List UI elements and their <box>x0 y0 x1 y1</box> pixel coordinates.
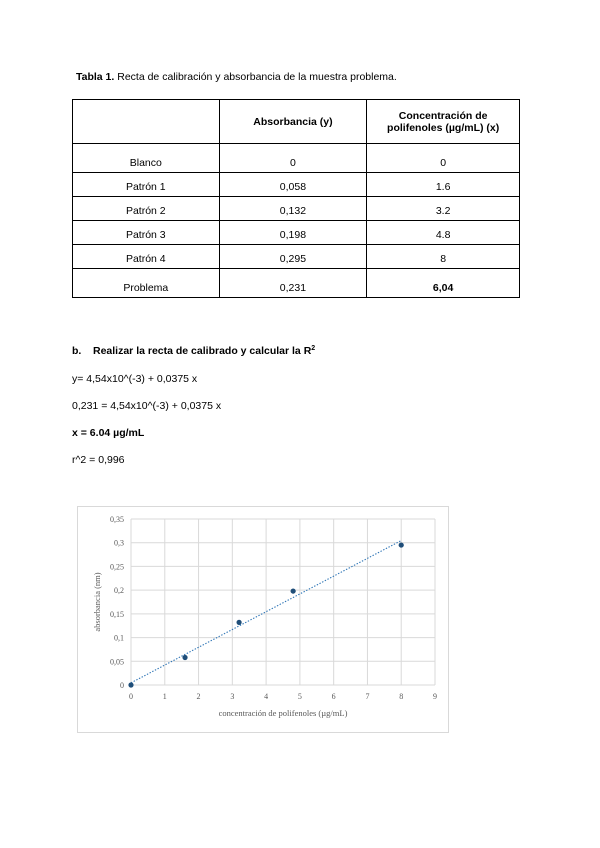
y-tick-label: 0,1 <box>114 633 124 643</box>
row-absorbancia: 0,295 <box>219 245 367 269</box>
x-tick-label: 3 <box>230 692 235 701</box>
x-tick-label: 0 <box>129 692 133 701</box>
section-b-label: b. <box>72 345 82 357</box>
x-tick-label: 8 <box>399 692 404 701</box>
x-tick-label: 6 <box>331 692 336 701</box>
table-caption-label: Tabla 1. <box>76 71 115 83</box>
row-label: Patrón 1 <box>73 173 220 197</box>
x-tick-label: 9 <box>433 692 437 701</box>
x-tick-label: 7 <box>365 692 370 701</box>
y-tick-label: 0,05 <box>110 657 124 667</box>
row-absorbancia: 0,058 <box>219 173 367 197</box>
x-tick-label: 5 <box>297 692 302 701</box>
section-b-superscript: 2 <box>311 345 316 352</box>
section-b-heading <box>72 345 315 357</box>
table-row <box>73 221 520 245</box>
r-squared-value: r^2 = 0,996 <box>72 454 125 466</box>
x-tick-label: 1 <box>162 692 167 701</box>
row-label: Problema <box>73 269 220 298</box>
row-concentracion: 8 <box>367 245 520 269</box>
calibration-chart <box>77 506 449 733</box>
row-label: Patrón 4 <box>73 245 220 269</box>
row-concentracion-result: 6,04 <box>367 269 520 298</box>
row-concentracion: 1.6 <box>367 173 520 197</box>
row-absorbancia: 0 <box>219 144 367 173</box>
row-absorbancia: 0,231 <box>219 269 367 298</box>
data-point <box>182 655 187 660</box>
data-point <box>236 620 241 625</box>
row-absorbancia: 0,132 <box>219 197 367 221</box>
table-caption <box>76 71 397 83</box>
row-concentracion: 3.2 <box>367 197 520 221</box>
row-concentracion: 0 <box>367 144 520 173</box>
section-b-title: Realizar la recta de calibrado y calcular la R <box>93 345 312 357</box>
table-row <box>73 245 520 269</box>
calibration-table <box>72 99 520 298</box>
equation-result: x = 6.04 µg/mL <box>72 427 145 439</box>
row-label: Patrón 3 <box>73 221 220 245</box>
header-concentracion: Concentración de polifenoles (µg/mL) (x) <box>367 100 520 144</box>
row-absorbancia: 0,198 <box>219 221 367 245</box>
header-absorbancia: Absorbancia (y) <box>219 100 367 144</box>
y-tick-label: 0,15 <box>110 609 124 619</box>
y-tick-label: 0,3 <box>114 538 124 548</box>
y-tick-label: 0,25 <box>110 562 124 572</box>
row-label: Blanco <box>73 144 220 173</box>
header-empty-cell <box>73 100 220 144</box>
y-tick-label: 0,35 <box>110 515 124 524</box>
equation-line-2: 0,231 = 4,54x10^(-3) + 0,0375 x <box>72 400 222 412</box>
table-row <box>73 197 520 221</box>
table-caption-text: Recta de calibración y absorbancia de la muestra problema. <box>114 71 397 83</box>
table-header-row <box>73 100 520 144</box>
y-axis-title: absorbancia (nm) <box>92 572 102 632</box>
y-tick-label: 0 <box>120 681 124 690</box>
x-tick-label: 2 <box>196 692 201 701</box>
x-tick-label: 4 <box>264 692 269 701</box>
table-row <box>73 269 520 298</box>
table-row <box>73 144 520 173</box>
table-row <box>73 173 520 197</box>
equation-line-1: y= 4,54x10^(-3) + 0,0375 x <box>72 373 198 385</box>
x-axis-title: concentración de polifenoles (µg/mL) <box>218 708 348 718</box>
chart-svg <box>78 507 450 734</box>
data-point <box>399 542 404 547</box>
row-label: Patrón 2 <box>73 197 220 221</box>
row-concentracion: 4.8 <box>367 221 520 245</box>
data-point <box>291 588 296 593</box>
data-point <box>128 682 133 687</box>
y-tick-label: 0,2 <box>114 586 124 596</box>
